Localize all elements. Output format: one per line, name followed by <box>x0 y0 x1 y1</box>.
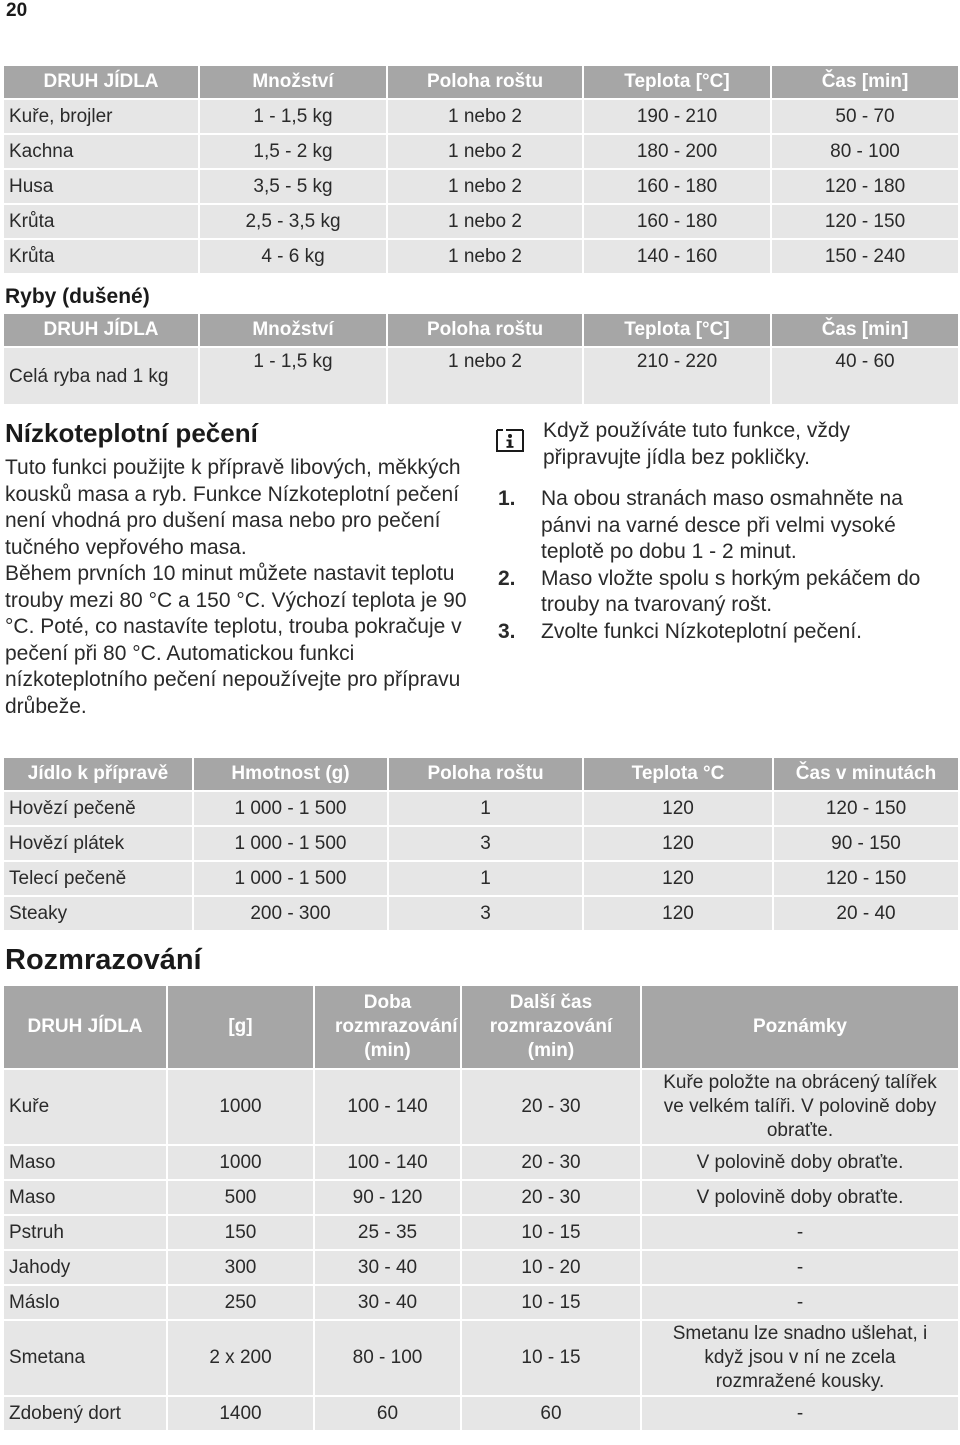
table-cell: 1 nebo 2 <box>388 346 584 404</box>
table-cell: 120 <box>584 895 774 930</box>
table-cell: 1 nebo 2 <box>388 168 584 203</box>
table-row <box>4 133 958 168</box>
column-header: Další čas rozmrazování (min) <box>462 986 642 1068</box>
table-cell: V polovině doby obraťte. <box>642 1144 958 1179</box>
list-item <box>495 486 955 566</box>
table-cell: Kachna <box>4 133 200 168</box>
table-cell: 1 nebo 2 <box>388 238 584 273</box>
table-row <box>4 1214 958 1249</box>
table-cell: - <box>642 1395 958 1430</box>
table-cell: 1 <box>389 790 584 825</box>
table-cell: 120 - 150 <box>772 203 958 238</box>
table-cell: 3,5 - 5 kg <box>200 168 388 203</box>
column-header: DRUH JÍDLA <box>4 66 200 98</box>
table-cell: Husa <box>4 168 200 203</box>
column-header: Teplota [°C] <box>584 314 772 346</box>
table-cell: 1 - 1,5 kg <box>200 346 388 404</box>
table-cell: 150 - 240 <box>772 238 958 273</box>
table-cell: 1000 <box>168 1068 315 1144</box>
table-cell: 10 - 20 <box>462 1249 642 1284</box>
table-row <box>4 790 958 825</box>
table-cell: Pstruh <box>4 1214 168 1249</box>
step-text: Maso vložte spolu s horkým pekáčem do trouby na tvarovaný rošt. <box>541 566 921 616</box>
table-cell: 140 - 160 <box>584 238 772 273</box>
defrost-table <box>4 986 958 1430</box>
table-cell: 500 <box>168 1179 315 1214</box>
table-cell: Máslo <box>4 1284 168 1319</box>
table-cell: 1 000 - 1 500 <box>194 825 389 860</box>
table-row <box>4 98 958 133</box>
table-cell: 250 <box>168 1284 315 1319</box>
table-cell: 120 - 150 <box>774 790 958 825</box>
table-header-row <box>4 758 958 790</box>
table-cell: 190 - 210 <box>584 98 772 133</box>
table-row <box>4 346 958 404</box>
fish-section-title: Ryby (dušené) <box>5 285 150 308</box>
table-cell: 3 <box>389 895 584 930</box>
table-cell: Krůta <box>4 203 200 238</box>
table-cell: 1,5 - 2 kg <box>200 133 388 168</box>
table-cell: 40 - 60 <box>772 346 958 404</box>
table-cell: 120 <box>584 860 774 895</box>
table-cell: 60 <box>315 1395 462 1430</box>
table-cell: 1000 <box>168 1144 315 1179</box>
table-cell: 30 - 40 <box>315 1284 462 1319</box>
table-cell: 20 - 40 <box>774 895 958 930</box>
table-cell: 300 <box>168 1249 315 1284</box>
table-cell: 1 nebo 2 <box>388 203 584 238</box>
table-row <box>4 825 958 860</box>
paragraph: Během prvních 10 minut můžete nastavit teplotu trouby mezi 80 °C a 150 °C. Výchozí teplota je 90 °C. Poté, co nastavíte teplotu, trouba pokračuje v pečení při 80 °C. Automatickou funkci nízkoteplotního pečení nepoužívejte pro přípravu drůbeže. <box>5 562 467 718</box>
table-cell: Hovězí pečeně <box>4 790 194 825</box>
table-row <box>4 168 958 203</box>
step-number: 2. <box>498 566 516 590</box>
info-text: Když používáte tuto funkce, vždy připravujte jídla bez pokličky. <box>543 419 851 469</box>
table-cell: 160 - 180 <box>584 203 772 238</box>
table-cell: 100 - 140 <box>315 1068 462 1144</box>
table-row <box>4 1144 958 1179</box>
table-cell: Hovězí plátek <box>4 825 194 860</box>
table-cell: Kuře <box>4 1068 168 1144</box>
table-cell: 120 - 180 <box>772 168 958 203</box>
table-cell: Zdobený dort <box>4 1395 168 1430</box>
column-header: Poloha roštu <box>389 758 584 790</box>
table-header-row <box>4 66 958 98</box>
table-row <box>4 1068 958 1144</box>
table-cell: 150 <box>168 1214 315 1249</box>
table-row <box>4 860 958 895</box>
table-cell: 120 <box>584 790 774 825</box>
column-header: Poloha roštu <box>388 314 584 346</box>
table-cell: 1400 <box>168 1395 315 1430</box>
table-cell: 2,5 - 3,5 kg <box>200 203 388 238</box>
table-cell: Smetana <box>4 1319 168 1395</box>
table-cell: - <box>642 1284 958 1319</box>
table-cell: 1 000 - 1 500 <box>194 790 389 825</box>
table-cell: 10 - 15 <box>462 1214 642 1249</box>
table-cell: 10 - 15 <box>462 1284 642 1319</box>
table-cell: 90 - 120 <box>315 1179 462 1214</box>
poultry-table <box>4 66 958 273</box>
page-number: 20 <box>6 0 28 21</box>
table-header-row <box>4 314 958 346</box>
table-cell: 90 - 150 <box>774 825 958 860</box>
table-cell: Celá ryba nad 1 kg <box>4 346 200 404</box>
column-header: Teplota [°C] <box>584 66 772 98</box>
table-row <box>4 1395 958 1430</box>
column-header: Hmotnost (g) <box>194 758 389 790</box>
table-cell: Krůta <box>4 238 200 273</box>
table-cell: 100 - 140 <box>315 1144 462 1179</box>
table-cell: 20 - 30 <box>462 1179 642 1214</box>
table-cell: 4 - 6 kg <box>200 238 388 273</box>
table-cell: 160 - 180 <box>584 168 772 203</box>
fish-table <box>4 314 958 404</box>
table-cell: 180 - 200 <box>584 133 772 168</box>
table-cell: 3 <box>389 825 584 860</box>
table-cell: 30 - 40 <box>315 1249 462 1284</box>
table-cell: Kuře položte na obrácený talířek ve velkém talíři. V polovině doby obraťte. <box>642 1068 958 1144</box>
paragraph: Tuto funkci použijte k přípravě libových, měkkých kousků masa a ryb. Funkce Nízkoteplotní pečení není vhodná pro dušení masa nebo pro pečení tučného vepřového masa. <box>5 456 461 559</box>
column-header: DRUH JÍDLA <box>4 314 200 346</box>
step-text: Na obou stranách maso osmahněte na pánvi na varné desce při velmi vysoké teplotě po dobu 1 - 2 minut. <box>541 487 903 563</box>
table-row <box>4 1284 958 1319</box>
column-header: Poloha roštu <box>388 66 584 98</box>
column-header: Čas [min] <box>772 66 958 98</box>
list-item <box>495 619 955 646</box>
column-header: Teplota °C <box>584 758 774 790</box>
steps-list <box>495 486 955 645</box>
table-cell: - <box>642 1214 958 1249</box>
column-header: Poznámky <box>642 986 958 1068</box>
column-header: Jídlo k přípravě <box>4 758 194 790</box>
table-cell: 20 - 30 <box>462 1144 642 1179</box>
table-cell: Smetanu lze snadno ušlehat, i když jsou v ní ne zcela rozmražené kousky. <box>642 1319 958 1395</box>
column-header: Množství <box>200 314 388 346</box>
table-cell: 1 - 1,5 kg <box>200 98 388 133</box>
table-cell: 1 nebo 2 <box>388 133 584 168</box>
table-cell: V polovině doby obraťte. <box>642 1179 958 1214</box>
table-cell: 10 - 15 <box>462 1319 642 1395</box>
table-cell: 1 <box>389 860 584 895</box>
step-number: 1. <box>498 487 516 510</box>
defrost-title: Rozmrazování <box>5 944 202 976</box>
table-cell: - <box>642 1249 958 1284</box>
column-header: DRUH JÍDLA <box>4 986 168 1068</box>
table-cell: Steaky <box>4 895 194 930</box>
table-cell: 1 000 - 1 500 <box>194 860 389 895</box>
table-cell: Maso <box>4 1144 168 1179</box>
table-header-row <box>4 986 958 1068</box>
table-row <box>4 238 958 273</box>
table-cell: Telecí pečeně <box>4 860 194 895</box>
column-header: [g] <box>168 986 315 1068</box>
column-header: Doba rozmrazování (min) <box>315 986 462 1068</box>
low-temp-description <box>5 455 475 720</box>
table-cell: 1 nebo 2 <box>388 98 584 133</box>
table-cell: 25 - 35 <box>315 1214 462 1249</box>
table-row <box>4 1319 958 1395</box>
table-cell: 20 - 30 <box>462 1068 642 1144</box>
table-cell: 50 - 70 <box>772 98 958 133</box>
table-cell: 210 - 220 <box>584 346 772 404</box>
table-cell: 80 - 100 <box>772 133 958 168</box>
low-temp-table <box>4 758 958 930</box>
table-row <box>4 203 958 238</box>
info-icon <box>495 423 525 453</box>
column-header: Čas v minutách <box>774 758 958 790</box>
table-cell: Jahody <box>4 1249 168 1284</box>
table-cell: 60 <box>462 1395 642 1430</box>
table-row <box>4 895 958 930</box>
table-cell: 120 <box>584 825 774 860</box>
list-item <box>495 566 955 619</box>
table-cell: 200 - 300 <box>194 895 389 930</box>
table-cell: 120 - 150 <box>774 860 958 895</box>
table-row <box>4 1179 958 1214</box>
table-cell: Maso <box>4 1179 168 1214</box>
table-row <box>4 1249 958 1284</box>
table-cell: Kuře, brojler <box>4 98 200 133</box>
low-temp-title: Nízkoteplotní pečení <box>5 418 258 448</box>
column-header: Čas [min] <box>772 314 958 346</box>
table-cell: 2 x 200 <box>168 1319 315 1395</box>
table-cell: 80 - 100 <box>315 1319 462 1395</box>
column-header: Množství <box>200 66 388 98</box>
step-text: Zvolte funkci Nízkoteplotní pečení. <box>541 619 862 643</box>
step-number: 3. <box>498 619 516 643</box>
